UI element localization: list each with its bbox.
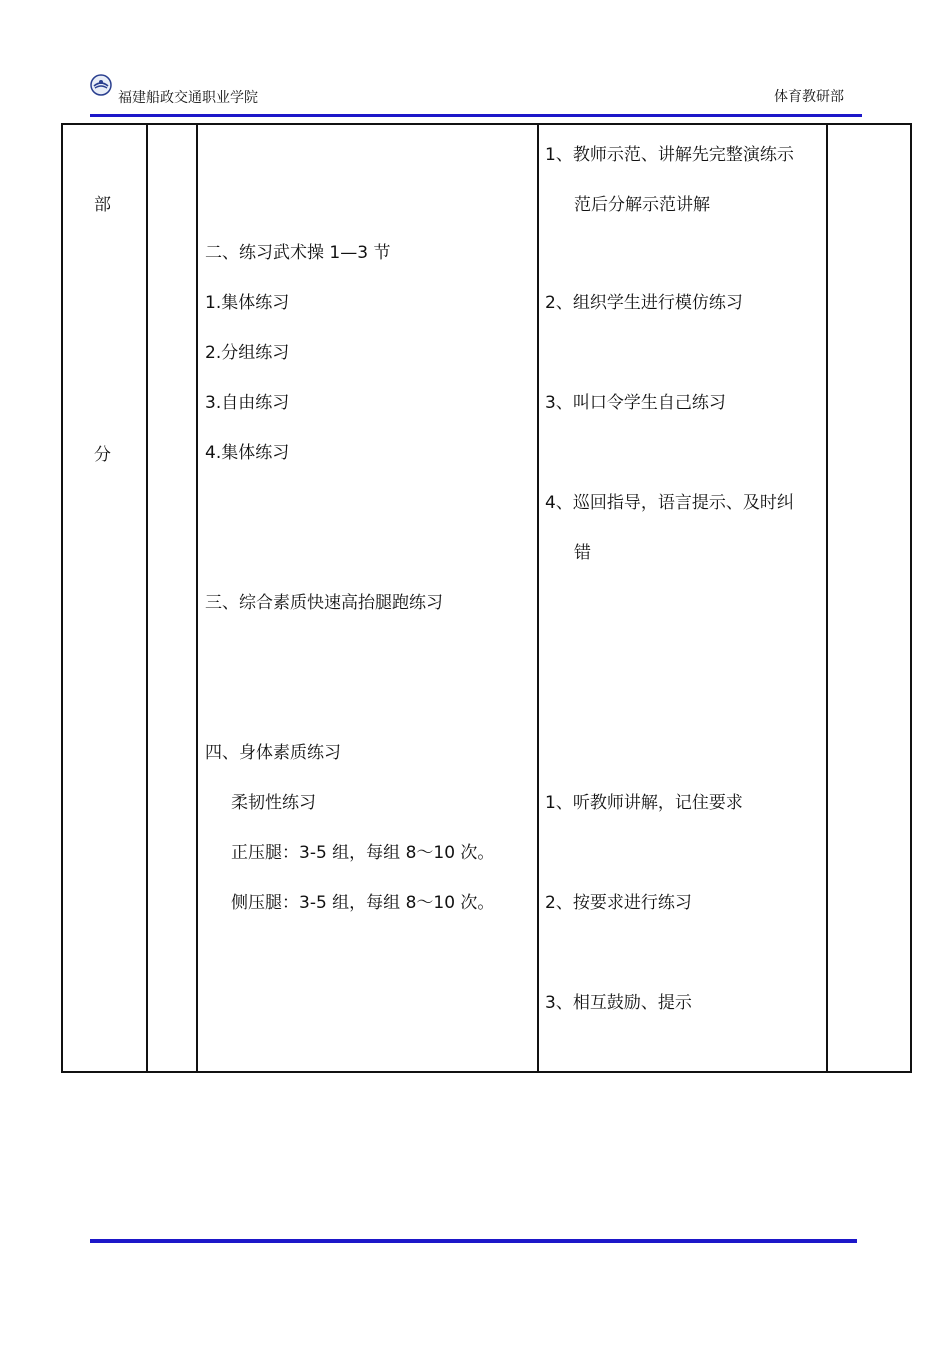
teacher-method-1-line2: 范后分解示范讲解: [574, 195, 710, 215]
page-header: [90, 74, 862, 114]
item4-line: 侧压腿：3-5 组，每组 8～10 次。: [231, 893, 495, 913]
item2-step: 3.自由练习: [205, 393, 290, 413]
item2-step: 4.集体练习: [205, 443, 290, 463]
teacher-method-2: 2、组织学生进行模仿练习: [545, 293, 743, 313]
column-divider: [196, 125, 198, 1071]
item2-step: 2.分组练习: [205, 343, 290, 363]
item3-title: 三、综合素质快速高抬腿跑练习: [205, 593, 443, 613]
column-divider: [537, 125, 539, 1071]
student-method-2: 2、按要求进行练习: [545, 893, 692, 913]
teacher-method-1-line1: 1、教师示范、讲解先完整演练示: [545, 145, 794, 165]
section-label-bottom: 分: [94, 445, 111, 465]
student-method-3: 3、相互鼓励、提示: [545, 993, 692, 1013]
footer-divider: [90, 1239, 857, 1243]
student-method-1: 1、听教师讲解，记住要求: [545, 793, 743, 813]
teacher-method-4-line2: 错: [574, 543, 591, 563]
item2-title: 二、练习武术操 1—3 节: [205, 243, 391, 263]
column-divider: [826, 125, 828, 1071]
school-name: 福建船政交通职业学院: [118, 90, 258, 106]
teacher-method-4-line1: 4、巡回指导，语言提示、及时纠: [545, 493, 794, 513]
section-label-top: 部: [94, 195, 111, 215]
column-divider: [146, 125, 148, 1071]
department-name: 体育教研部: [774, 89, 844, 105]
teacher-method-3: 3、叫口令学生自己练习: [545, 393, 726, 413]
lesson-plan-table: [61, 123, 912, 1073]
item4-subtitle: 柔韧性练习: [231, 793, 316, 813]
item4-line: 正压腿：3-5 组，每组 8～10 次。: [231, 843, 495, 863]
school-logo-icon: [90, 74, 112, 96]
header-divider: [90, 114, 862, 117]
item2-step: 1.集体练习: [205, 293, 290, 313]
item4-title: 四、身体素质练习: [205, 743, 341, 763]
